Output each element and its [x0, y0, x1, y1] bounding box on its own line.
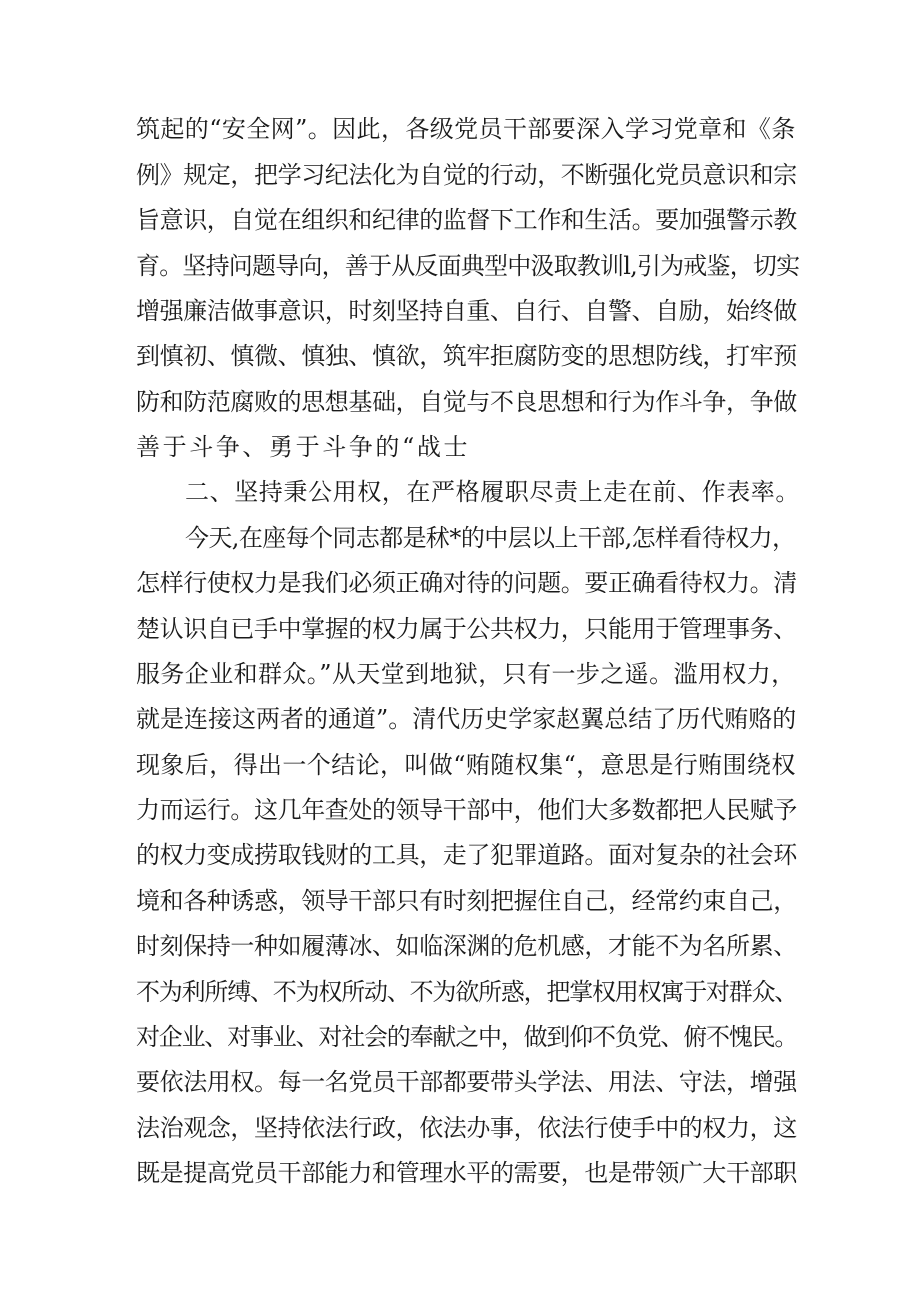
text-line: 楚认识自已手中掌握的权力属于公共权力，只能用于管理事务、 — [136, 615, 797, 643]
text-line: 育。坚持问题导向，善于从反面典型中汲取教训l,引为戒鉴，切实 — [136, 252, 800, 280]
text-line: 怎样行使权力是我们必须正确对待的问题。要正确看待权力。清 — [136, 569, 797, 597]
text-line: 对企业、对事业、对社会的奉献之中，做到仰不负党、俯不愧民。 — [136, 1023, 798, 1051]
text-line: 力而运行。这几年查处的领导干部中，他们大多数都把人民赋予 — [136, 796, 797, 824]
text-line: 例》规定，把学习纪法化为自觉的行动，不断强化党员意识和宗 — [136, 161, 797, 189]
text-line: 现象后，得出一个结论，叫做“贿随权集“，意思是行贿围绕权 — [136, 751, 796, 779]
text-line: 法治观念，坚持依法行政，依法办事，依法行使手中的权力，这 — [136, 1114, 797, 1142]
text-line: 不为利所缚、不为权所动、不为欲所惑，把掌权用权寓于对群众、 — [136, 978, 798, 1006]
text-line: 防和防范腐败的思想基础，自觉与不良思想和行为作斗争，争做 — [136, 388, 797, 416]
text-line: 就是连接这两者的通道”。清代历史学家赵翼总结了历代贿赂的 — [136, 705, 797, 733]
text-line: 增强廉洁做事意识，时刻坚持自重、自行、自警、自励，始终做 — [136, 297, 797, 325]
text-line: 境和各种诱惑，领导干部只有时刻把握住自己，经常约束自己， — [136, 887, 797, 915]
section-heading: 二、坚持秉公用权，在严格履职尽责上走在前、作表率。 — [185, 478, 800, 506]
text-line: 善于斗争、勇于斗争的“战士 — [136, 433, 471, 461]
text-line: 要依法用权。每一名党员干部都要带头学法、用法、守法，增强 — [136, 1068, 797, 1096]
text-line: 的权力变成捞取钱财的工具，走了犯罪道路。面对复杂的社会环 — [136, 841, 797, 869]
text-line: 旨意识，自觉在组织和纪律的监督下工作和生活。要加强警示教 — [136, 206, 797, 234]
text-line: 服务企业和群众。”从天堂到地狱，只有一步之遥。滥用权力， — [136, 660, 796, 688]
text-line: 筑起的“安全网”。因此，各级党员干部要深入学习党章和《条 — [136, 115, 796, 143]
text-line: 时刻保持一种如履薄冰、如临深渊的危机感，才能不为名所累、 — [136, 932, 797, 960]
text-line: 到慎初、慎微、慎独、慎欲，筑牢拒腐防变的思想防线，打牢预 — [136, 342, 797, 370]
text-line: 既是提高党员干部能力和管理水平的需要，也是带领广大干部职 — [136, 1159, 797, 1187]
text-line: 今天,在座每个同志都是秫*的中层以上干部,怎样看待权力， — [185, 524, 796, 552]
